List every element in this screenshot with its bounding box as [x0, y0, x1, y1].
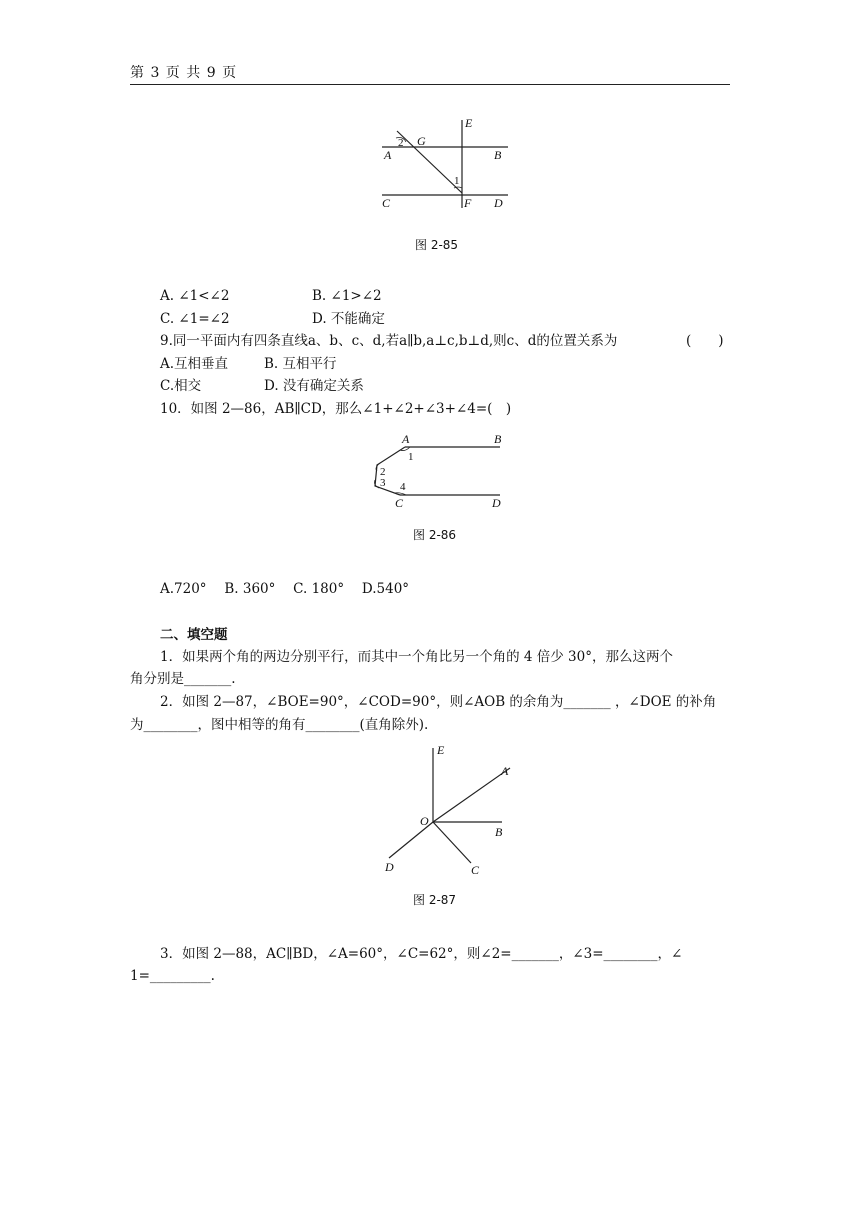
- label-d: D: [494, 196, 503, 210]
- label-angle-2: 2: [398, 137, 404, 149]
- figure-2-87-caption: 图 2-87: [413, 893, 457, 907]
- header-divider: [130, 84, 730, 85]
- q8-option-d: D. 不能确定: [312, 311, 385, 327]
- q9-option-a: A.互相垂直: [160, 356, 229, 372]
- fill-1-line-1: 1．如果两个角的两边分别平行，而其中一个角比另一个角的 4 倍少 30°，那么这两个: [160, 649, 673, 665]
- label-o: O: [420, 814, 429, 828]
- line-gf: [397, 131, 462, 193]
- figure-2-86-caption: 图 2-86: [413, 528, 457, 542]
- ray-oc: [433, 822, 471, 863]
- q9-stem: 9.同一平面内有四条直线a、b、c、d,若a∥b,a⊥c,b⊥d,则c、d的位置关系为: [160, 333, 618, 349]
- fill-2-line-2: 为________，图中相等的角有________(直角除外).: [130, 717, 429, 733]
- q8-option-b: B. ∠1>∠2: [312, 288, 382, 304]
- label-d: D: [492, 496, 501, 510]
- label-g: G: [417, 134, 426, 148]
- q8-option-c: C. ∠1=∠2: [160, 311, 230, 327]
- label-b: B: [495, 825, 503, 839]
- figure-2-86: [360, 430, 520, 515]
- label-angle-1: 1: [454, 175, 460, 187]
- q9-option-d: D. 没有确定关系: [264, 378, 364, 394]
- label-c: C: [395, 496, 404, 510]
- fill-3-line-2: 1=_________.: [130, 968, 215, 984]
- section-title-fill-in: 二、填空题: [160, 627, 228, 643]
- fill-3-line-1: 3．如图 2—88，AC∥BD，∠A=60°，∠C=62°，则∠2=_______，∠3=________，∠: [160, 946, 683, 962]
- label-a: A: [384, 148, 392, 162]
- label-f: F: [464, 196, 472, 210]
- label-1: 1: [408, 451, 414, 463]
- label-b: B: [494, 432, 502, 446]
- figure-2-85-caption: 图 2-85: [415, 238, 459, 252]
- page-header: 第 3 页 共 9 页: [130, 65, 238, 81]
- ray-oa: [433, 768, 510, 822]
- q8-option-a: A. ∠1<∠2: [160, 288, 230, 304]
- label-b: B: [494, 148, 502, 162]
- label-2: 2: [380, 466, 386, 478]
- q10-options: A.720° B. 360° C. 180° D.540°: [160, 581, 410, 597]
- label-e: E: [437, 743, 445, 757]
- fill-2-line-1: 2．如图 2—87，∠BOE=90°，∠COD=90°，则∠AOB 的余角为_______ ，∠DOE 的补角: [160, 694, 717, 710]
- label-c: C: [382, 196, 391, 210]
- figure-2-85: [370, 110, 520, 215]
- label-3: 3: [380, 477, 386, 489]
- figure-2-87: [375, 740, 535, 880]
- q10-stem: 10．如图 2—86，AB∥CD，那么∠1+∠2+∠3+∠4=( ): [160, 401, 512, 417]
- label-a: A: [402, 432, 410, 446]
- q9-option-b: B. 互相平行: [264, 356, 337, 372]
- label-e: E: [465, 116, 473, 130]
- angle-1-arc: [454, 187, 462, 188]
- label-d: D: [385, 860, 394, 874]
- label-4: 4: [400, 481, 406, 493]
- q9-bracket: ( ): [686, 333, 724, 349]
- q9-option-c: C.相交: [160, 378, 202, 394]
- label-c: C: [471, 863, 480, 877]
- label-a: A: [501, 764, 509, 778]
- fill-1-line-2: 角分别是_______.: [130, 671, 236, 687]
